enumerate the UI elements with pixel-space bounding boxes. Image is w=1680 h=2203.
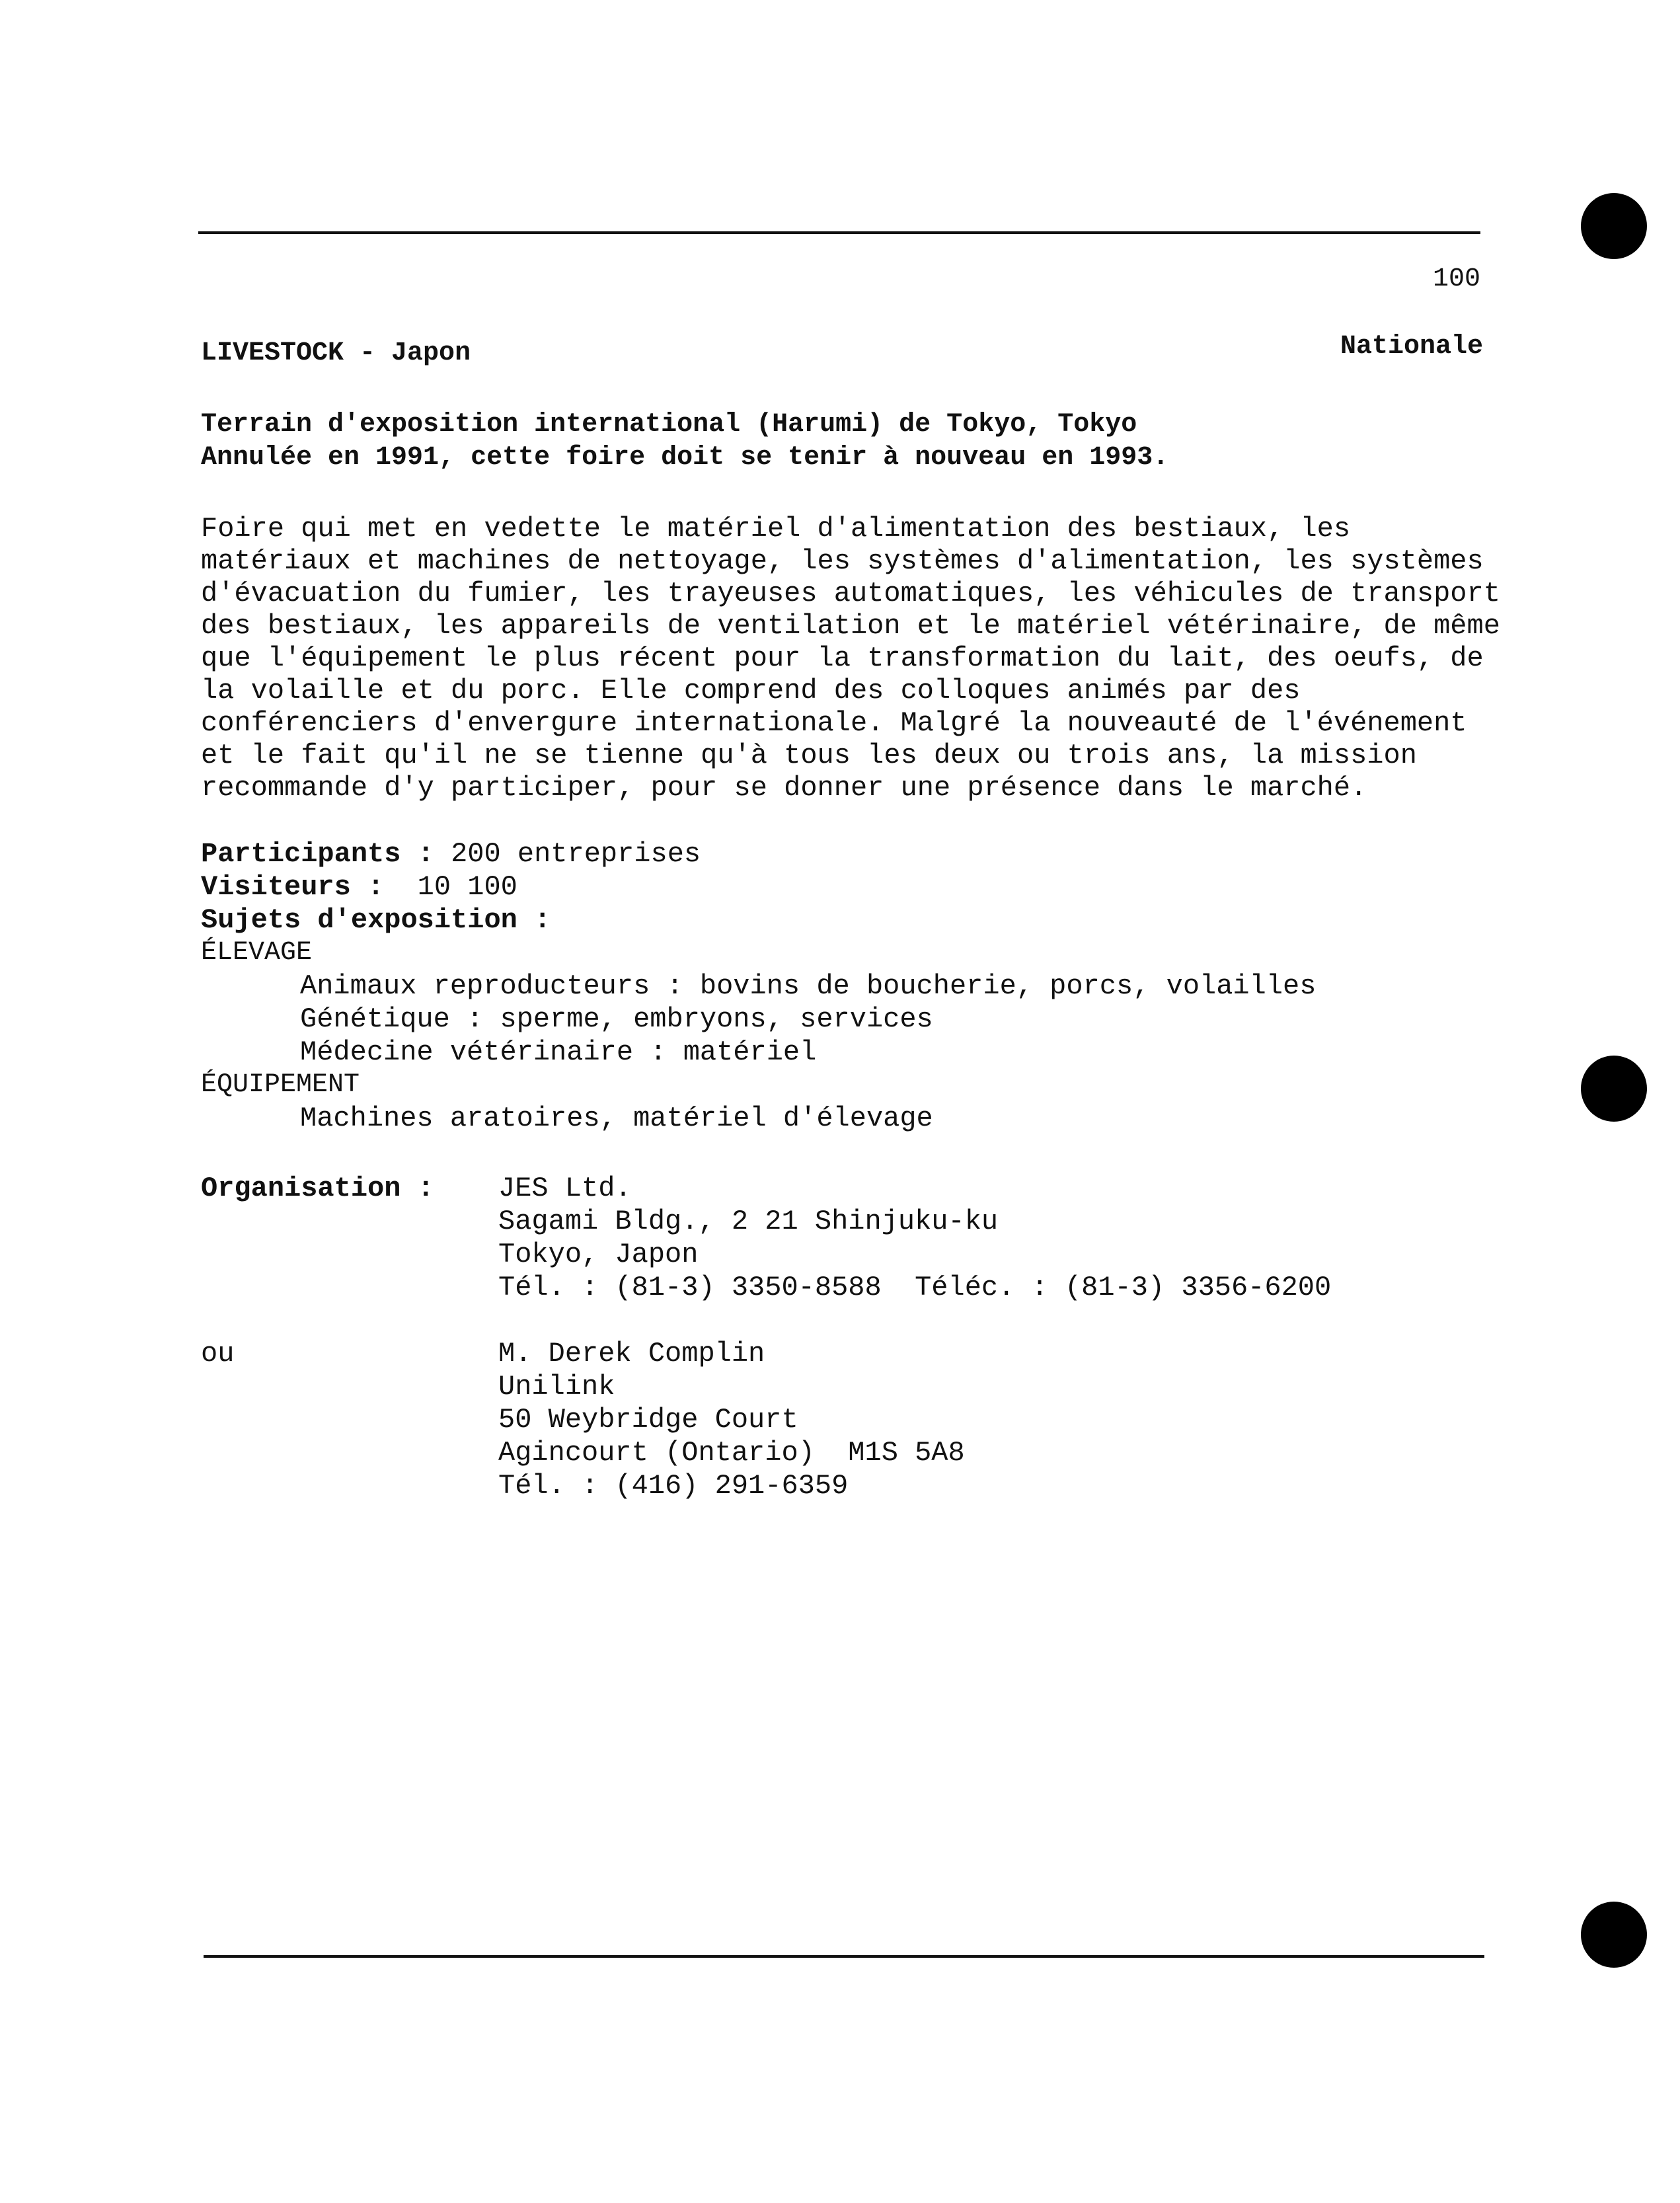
visitors-label: Visiteurs : [201,871,385,903]
heading-row [201,332,1496,371]
description-line: et le fait qu'il ne se tienne qu'à tous les deux ou trois ans, la mission [201,740,1417,771]
subjects-row [201,904,1496,937]
alternate-address [498,1337,965,1502]
address-line: Agincourt (Ontario) M1S 5A8 [498,1437,965,1469]
description-line: Foire qui met en vedette le matériel d'alimentation des bestiaux, les [201,513,1351,545]
location-line: Terrain d'exposition international (Harumi) de Tokyo, Tokyo [201,410,1137,440]
subject-item: Machines aratoires, matériel d'élevage [300,1102,933,1134]
address-line: Unilink [498,1371,615,1403]
organisation-label: Organisation : [201,1173,434,1204]
address-line: Tokyo, Japon [498,1239,699,1270]
phone-line: Tél. : (81-3) 3350-8588 Téléc. : (81-3) 3356-6200 [498,1272,1332,1303]
description-line: recommande d'y participer, pour se donner une présence dans le marché. [201,772,1367,804]
alternate-label: ou [201,1338,235,1370]
description-line: matériaux et machines de nettoyage, les systèmes d'alimentation, les systèmes [201,545,1484,577]
bottom-rule [204,1955,1484,1958]
address-line: JES Ltd. [498,1173,632,1204]
subjects-label: Sujets d'exposition : [201,904,551,936]
alternate-contact-block [201,1337,1496,1502]
elevage-heading: ÉLEVAGE [201,938,313,968]
event-title: LIVESTOCK - Japon [201,338,471,368]
participants-row [201,837,1496,870]
event-description [201,513,1500,804]
description-line: que l'équipement le plus récent pour la transformation du lait, des oeufs, de [201,642,1484,674]
page-number: 100 [1432,264,1480,294]
visitors-row [201,870,1496,904]
organisation-block [201,1172,1496,1304]
visitors-value: 10 100 [384,871,517,903]
subject-item: Médecine vétérinaire : matériel [300,1036,817,1068]
description-line: conférenciers d'envergure internationale. Malgré la nouveauté de l'événement [201,707,1467,739]
address-line: M. Derek Complin [498,1338,765,1370]
description-line: des bestiaux, les appareils de ventilation et le matériel vétérinaire, de même [201,610,1500,642]
top-rule [198,231,1480,234]
contacts-section [201,1172,1496,1502]
binder-hole [1581,1902,1647,1968]
event-location [201,408,1496,475]
equipement-heading: ÉQUIPEMENT [201,1070,360,1100]
event-stats [201,837,1496,1135]
organisation-address [498,1172,1331,1304]
subject-item: Génétique : sperme, embryons, services [300,1003,933,1035]
page-content [201,332,1500,1502]
address-line: Sagami Bldg., 2 21 Shinjuku-ku [498,1206,999,1237]
schedule-line: Annulée en 1991, cette foire doit se tenir à nouveau en 1993. [201,443,1169,473]
description-line: d'évacuation du fumier, les trayeuses automatiques, les véhicules de transport [201,578,1500,609]
participants-label: Participants : [201,838,434,870]
description-line: la volaille et du porc. Elle comprend des colloques animés par des [201,675,1301,707]
participants-value: 200 entreprises [434,838,701,870]
binder-hole [1581,193,1647,259]
address-line: 50 Weybridge Court [498,1404,798,1436]
phone-line: Tél. : (416) 291-6359 [498,1470,849,1502]
subject-item: Animaux reproducteurs : bovins de boucherie, porcs, volailles [300,970,1317,1002]
event-category: Nationale [1340,332,1483,362]
binder-hole [1581,1056,1647,1122]
